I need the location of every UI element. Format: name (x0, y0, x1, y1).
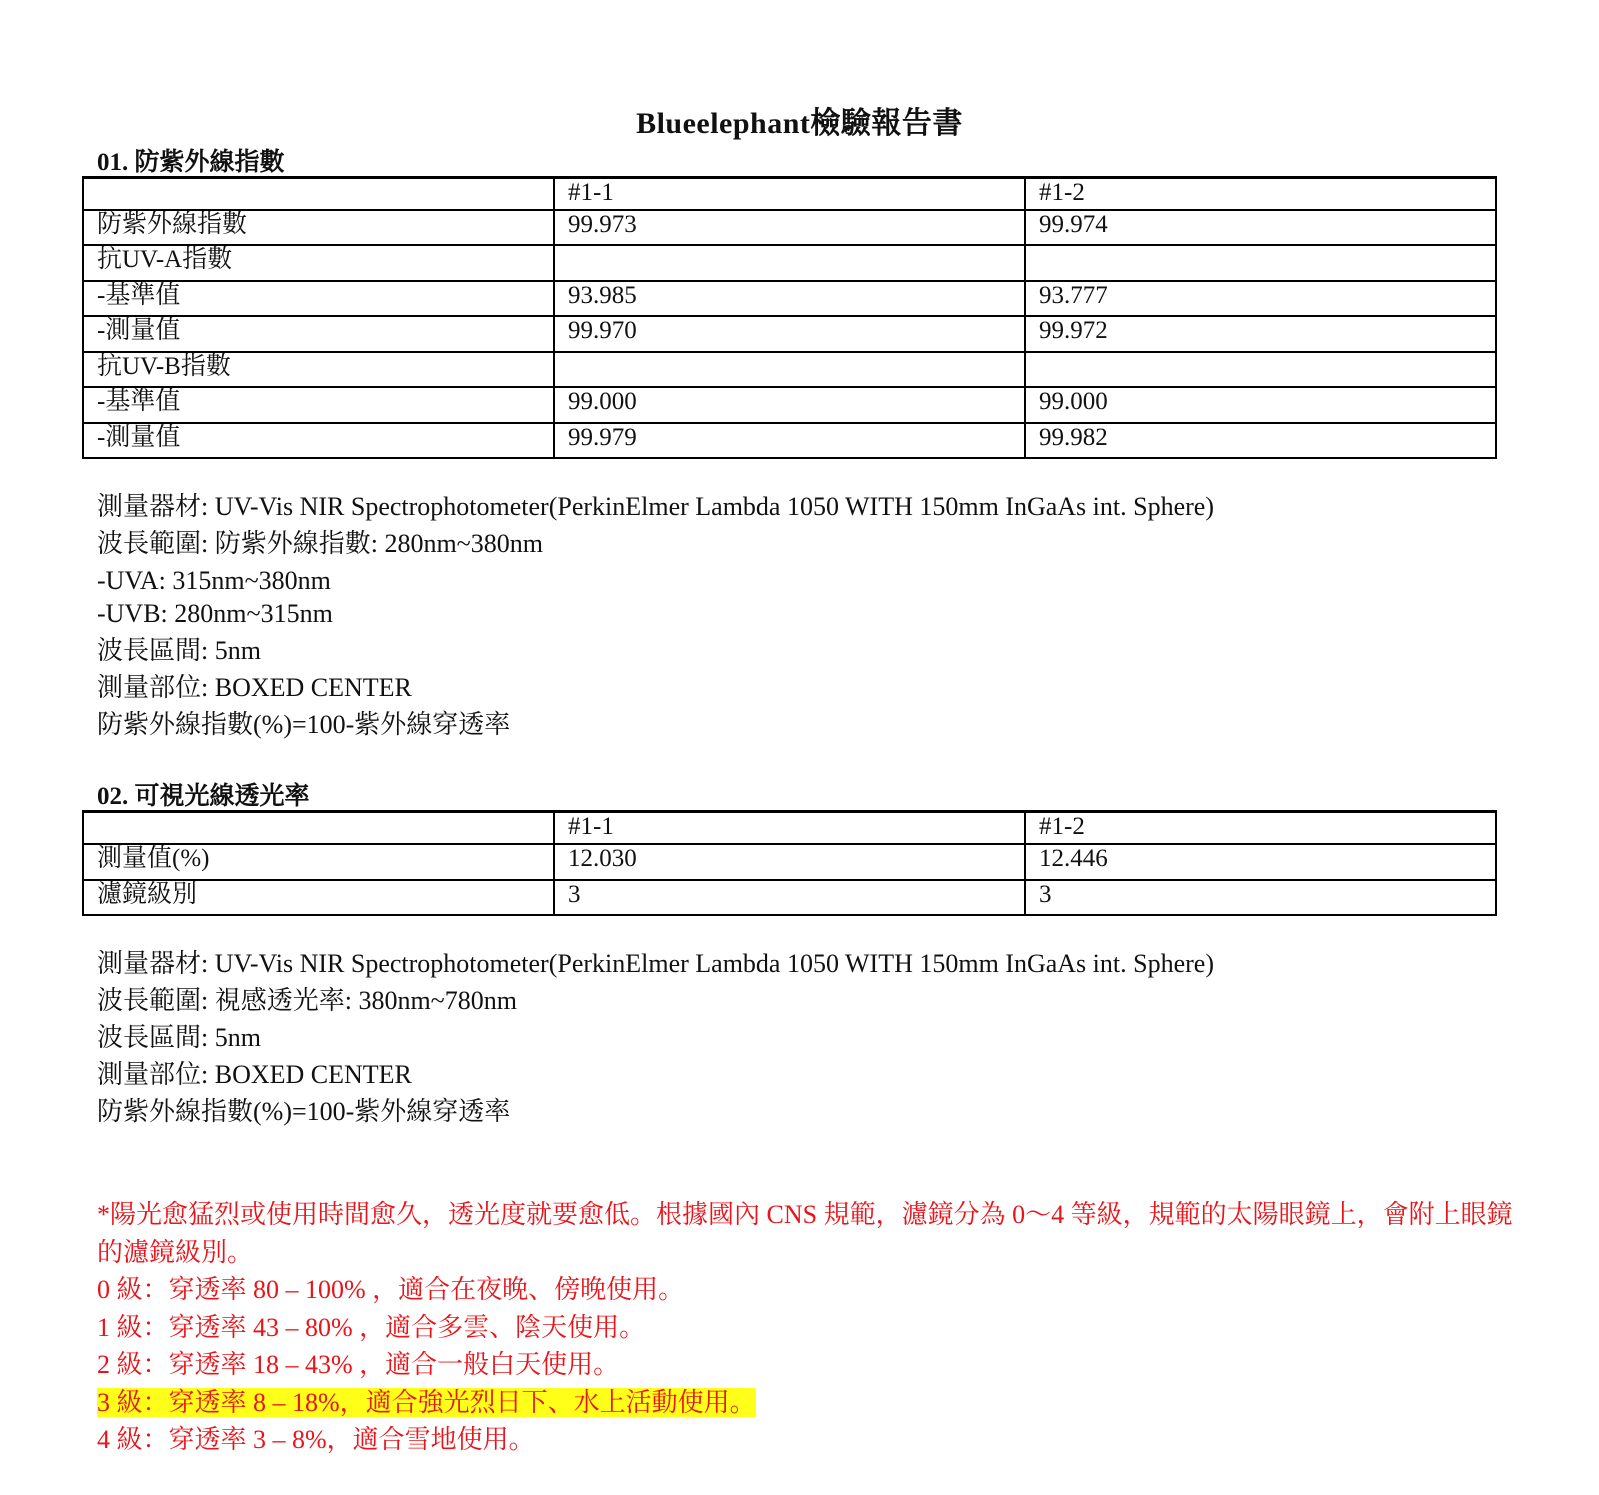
table-row (83, 281, 1496, 316)
table-row (83, 844, 1496, 880)
table-header-row (83, 812, 1496, 844)
note-line: 測量部位: BOXED CENTER (97, 673, 412, 702)
table-cell: 3 (1025, 880, 1496, 915)
table-row (83, 316, 1496, 352)
table-row (83, 210, 1496, 245)
note-line: 防紫外線指數(%)=100-紫外線穿透率 (97, 1097, 511, 1126)
table-cell: -基準值 (83, 387, 554, 423)
table-cell: #1-1 (554, 812, 1025, 844)
table-cell: -測量值 (83, 316, 554, 352)
table-cell: #1-1 (554, 178, 1025, 210)
section-2-heading: 02. 可視光線透光率 (97, 783, 310, 810)
note-line: 波長區間: 5nm (97, 1023, 261, 1052)
table-cell (83, 812, 554, 844)
filter-level-0: 0 級：穿透率 80 – 100% ，適合在夜晚、傍晚使用。 (97, 1275, 685, 1304)
table-cell: 93.777 (1025, 281, 1496, 316)
table-cell: 99.982 (1025, 423, 1496, 458)
note-line: 波長範圍: 視感透光率: 380nm~780nm (97, 986, 517, 1015)
table-row (83, 423, 1496, 458)
table-cell: 99.000 (1025, 387, 1496, 423)
warning-intro: *陽光愈猛烈或使用時間愈久，透光度就要愈低。根據國內 CNS 規範，濾鏡分為 0～4 等級，規範的太陽眼鏡上，會附上眼鏡的濾鏡級別。 (97, 1200, 1513, 1267)
section-2-notes (97, 945, 1214, 1130)
table-cell (1025, 352, 1496, 387)
note-line: 波長範圍: 防紫外線指數: 280nm~380nm (97, 529, 543, 558)
table-cell: 99.979 (554, 423, 1025, 458)
note-line: 測量器材: UV-Vis NIR Spectrophotometer(PerkinElmer Lambda 1050 WITH 150mm InGaAs int. Sphere) (97, 949, 1214, 978)
table-cell: 測量值(%) (83, 844, 554, 880)
table-cell (1025, 245, 1496, 281)
note-line: -UVB: 280nm~315nm (97, 599, 333, 628)
table-cell: 93.985 (554, 281, 1025, 316)
filter-level-4: 4 級：穿透率 3 – 8%，適合雪地使用。 (97, 1425, 535, 1454)
note-line: 測量部位: BOXED CENTER (97, 1060, 412, 1089)
note-line: 波長區間: 5nm (97, 636, 261, 665)
table-cell: #1-2 (1025, 178, 1496, 210)
note-line: -UVA: 315nm~380nm (97, 566, 331, 595)
table-cell: 抗UV-B指數 (83, 352, 554, 387)
section-1-heading: 01. 防紫外線指數 (97, 149, 285, 176)
table-cell: 12.446 (1025, 844, 1496, 880)
table-cell: 99.972 (1025, 316, 1496, 352)
table-row (83, 352, 1496, 387)
table-cell (83, 178, 554, 210)
filter-level-3-highlight: 3 級：穿透率 8 – 18%，適合強光烈日下、水上活動使用。 (97, 1387, 756, 1417)
table-cell: 3 (554, 880, 1025, 915)
filter-level-3-row (97, 1384, 1517, 1422)
table-cell: #1-2 (1025, 812, 1496, 844)
filter-level-1: 1 級：穿透率 43 – 80% ，適合多雲、陰天使用。 (97, 1312, 646, 1342)
table-row (83, 387, 1496, 423)
table-cell: 99.974 (1025, 210, 1496, 245)
visible-light-table (82, 810, 1497, 916)
table-cell: 99.973 (554, 210, 1025, 245)
table-cell: 99.000 (554, 387, 1025, 423)
table-cell: 12.030 (554, 844, 1025, 880)
filter-level-2: 2 級：穿透率 18 – 43% ，適合一般白天使用。 (97, 1350, 620, 1379)
report-title: Blueelephant檢驗報告書 (636, 107, 963, 140)
filter-level-warning (97, 1196, 1517, 1459)
table-cell: 抗UV-A指數 (83, 245, 554, 281)
table-cell: 濾鏡級別 (83, 880, 554, 915)
section-1-notes (97, 488, 1214, 743)
table-header-row (83, 178, 1496, 210)
table-cell: -測量值 (83, 423, 554, 458)
note-line: 測量器材: UV-Vis NIR Spectrophotometer(PerkinElmer Lambda 1050 WITH 150mm InGaAs int. Sphere) (97, 492, 1214, 521)
table-cell (554, 245, 1025, 281)
note-line: 防紫外線指數(%)=100-紫外線穿透率 (97, 710, 511, 739)
table-cell: 防紫外線指數 (83, 210, 554, 245)
table-cell: -基準值 (83, 281, 554, 316)
table-cell: 99.970 (554, 316, 1025, 352)
uv-index-table (82, 176, 1497, 459)
table-row (83, 880, 1496, 915)
table-cell (554, 352, 1025, 387)
table-row (83, 245, 1496, 281)
